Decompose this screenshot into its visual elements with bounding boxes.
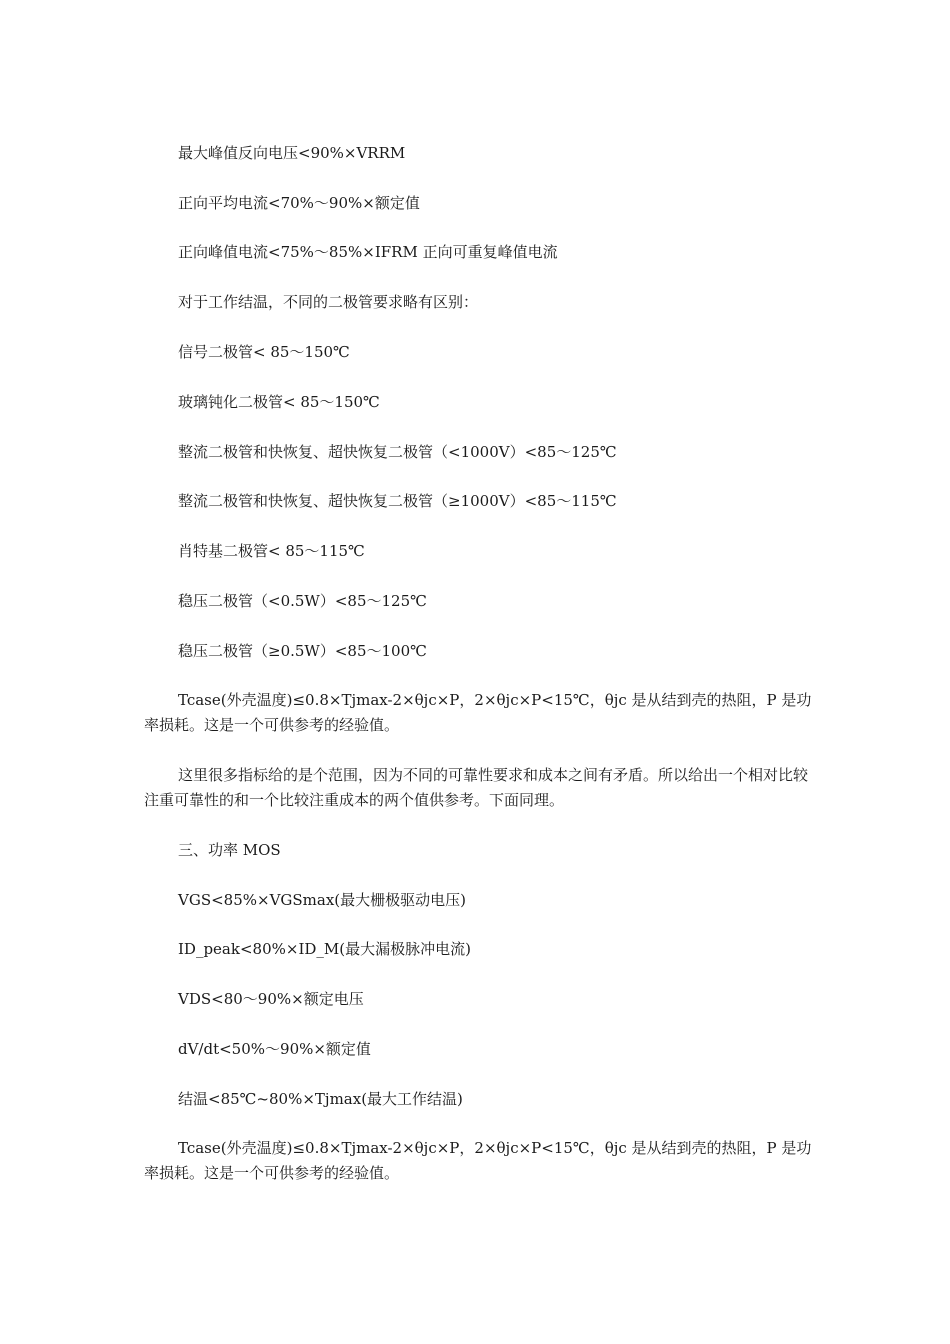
text-line-rectifier-above-1000v: 整流二极管和快恢复、超快恢复二极管（≥1000V）<85～115℃ bbox=[178, 492, 617, 510]
text-line-junction-temp-intro: 对于工作结温，不同的二极管要求略有区别： bbox=[178, 293, 479, 311]
text-line-id-peak: ID_peak<80%×ID_M(最大漏极脉冲电流) bbox=[178, 940, 471, 958]
text-line-rectifier-below-1000v: 整流二极管和快恢复、超快恢复二极管（<1000V）<85～125℃ bbox=[178, 443, 617, 461]
paragraph-tcase-diode: Tcase(外壳温度)≤0.8×Tjmax-2×θjc×P，2×θjc×P<15℃，θjc 是从结到壳的热阻，P 是功率损耗。这是一个可供参考的经验值。 bbox=[144, 691, 812, 734]
text-line-junction-temp-mos: 结温<85℃~80%×Tjmax(最大工作结温) bbox=[178, 1090, 463, 1108]
text-line-signal-diode: 信号二极管< 85～150℃ bbox=[178, 343, 350, 361]
text-line-forward-average-current: 正向平均电流<70%～90%×额定值 bbox=[178, 194, 420, 212]
text-line-dv-dt: dV/dt<50%～90%×额定值 bbox=[178, 1040, 371, 1058]
paragraph-range-explanation: 这里很多指标给的是个范围，因为不同的可靠性要求和成本之间有矛盾。所以给出一个相对比较注重可靠性的和一个比较注重成本的两个值供参考。下面同理。 bbox=[144, 766, 809, 809]
text-line-vgs: VGS<85%×VGSmax(最大栅极驱动电压) bbox=[178, 891, 466, 909]
text-line-schottky-diode: 肖特基二极管< 85～115℃ bbox=[178, 542, 365, 560]
section-heading-power-mos: 三、功率 MOS bbox=[178, 841, 281, 859]
text-line-forward-peak-current: 正向峰值电流<75%～85%×IFRM 正向可重复峰值电流 bbox=[178, 243, 558, 261]
text-line-vds: VDS<80～90%×额定电压 bbox=[178, 990, 364, 1008]
text-line-max-peak-reverse-voltage: 最大峰值反向电压<90%×VRRM bbox=[178, 144, 406, 162]
text-line-zener-below-0-5w: 稳压二极管（<0.5W）<85～125℃ bbox=[178, 592, 427, 610]
paragraph-tcase-mos: Tcase(外壳温度)≤0.8×Tjmax-2×θjc×P，2×θjc×P<15℃，θjc 是从结到壳的热阻，P 是功率损耗。这是一个可供参考的经验值。 bbox=[144, 1139, 812, 1182]
text-line-glass-passivated-diode: 玻璃钝化二极管< 85～150℃ bbox=[178, 393, 380, 411]
text-line-zener-above-0-5w: 稳压二极管（≥0.5W）<85～100℃ bbox=[178, 642, 427, 660]
